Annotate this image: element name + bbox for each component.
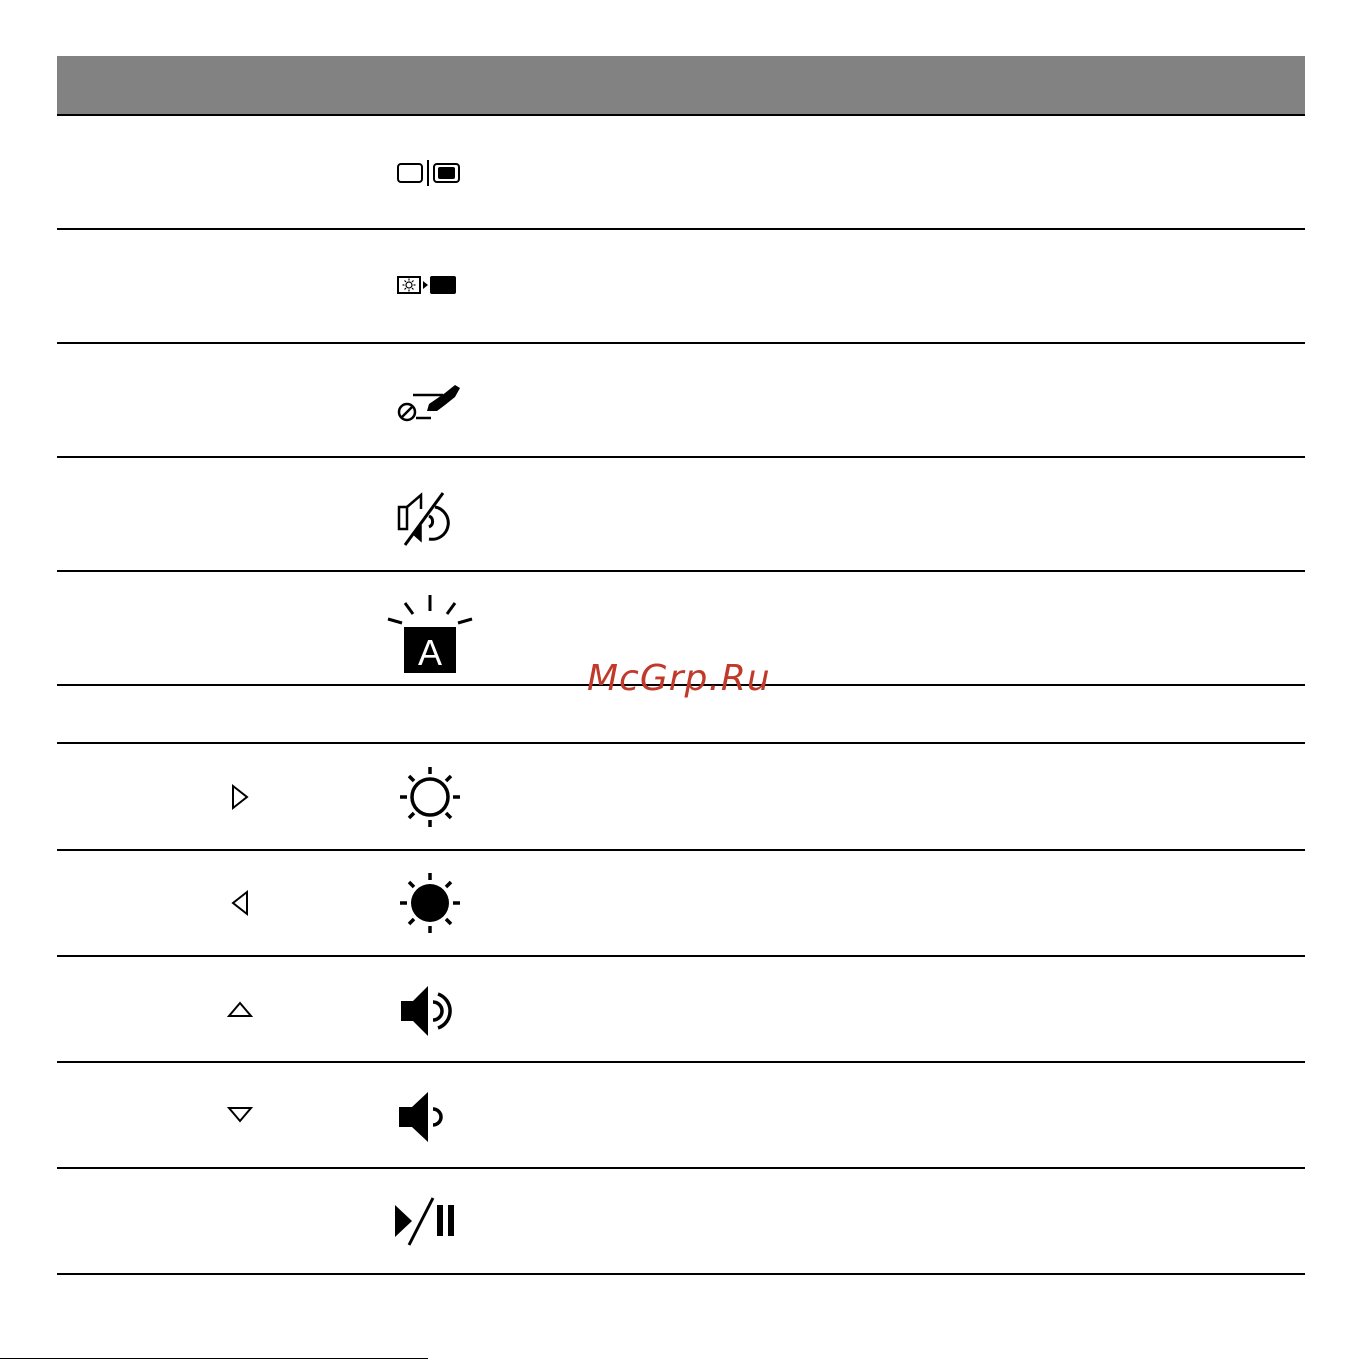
table-row bbox=[57, 116, 1305, 230]
table-row bbox=[57, 458, 1305, 572]
up-triangle-icon bbox=[225, 994, 255, 1024]
volume-down-icon bbox=[385, 1070, 475, 1160]
table-row bbox=[57, 1063, 1305, 1169]
table-header bbox=[57, 56, 1305, 116]
down-triangle-icon bbox=[225, 1100, 255, 1130]
left-triangle-icon bbox=[225, 888, 255, 918]
brightness-up-icon bbox=[385, 752, 475, 842]
table-row bbox=[57, 1169, 1305, 1275]
brightness-down-icon bbox=[385, 858, 475, 948]
table-row bbox=[57, 957, 1305, 1063]
table-row bbox=[57, 744, 1305, 851]
footer-divider bbox=[0, 1358, 428, 1359]
table-row bbox=[57, 851, 1305, 957]
svg-text:A: A bbox=[417, 632, 443, 673]
table-row bbox=[57, 344, 1305, 458]
touchpad-toggle-icon bbox=[385, 355, 475, 445]
table-row bbox=[57, 230, 1305, 344]
play-pause-icon bbox=[385, 1176, 475, 1266]
right-triangle-icon bbox=[225, 782, 255, 812]
display-toggle-icon bbox=[385, 127, 475, 217]
screen-blank-icon bbox=[385, 241, 475, 331]
watermark: McGrp.Ru bbox=[587, 658, 771, 699]
volume-up-icon bbox=[385, 964, 475, 1054]
keyboard-backlight-icon bbox=[385, 583, 475, 673]
speaker-mute-icon bbox=[385, 469, 475, 559]
